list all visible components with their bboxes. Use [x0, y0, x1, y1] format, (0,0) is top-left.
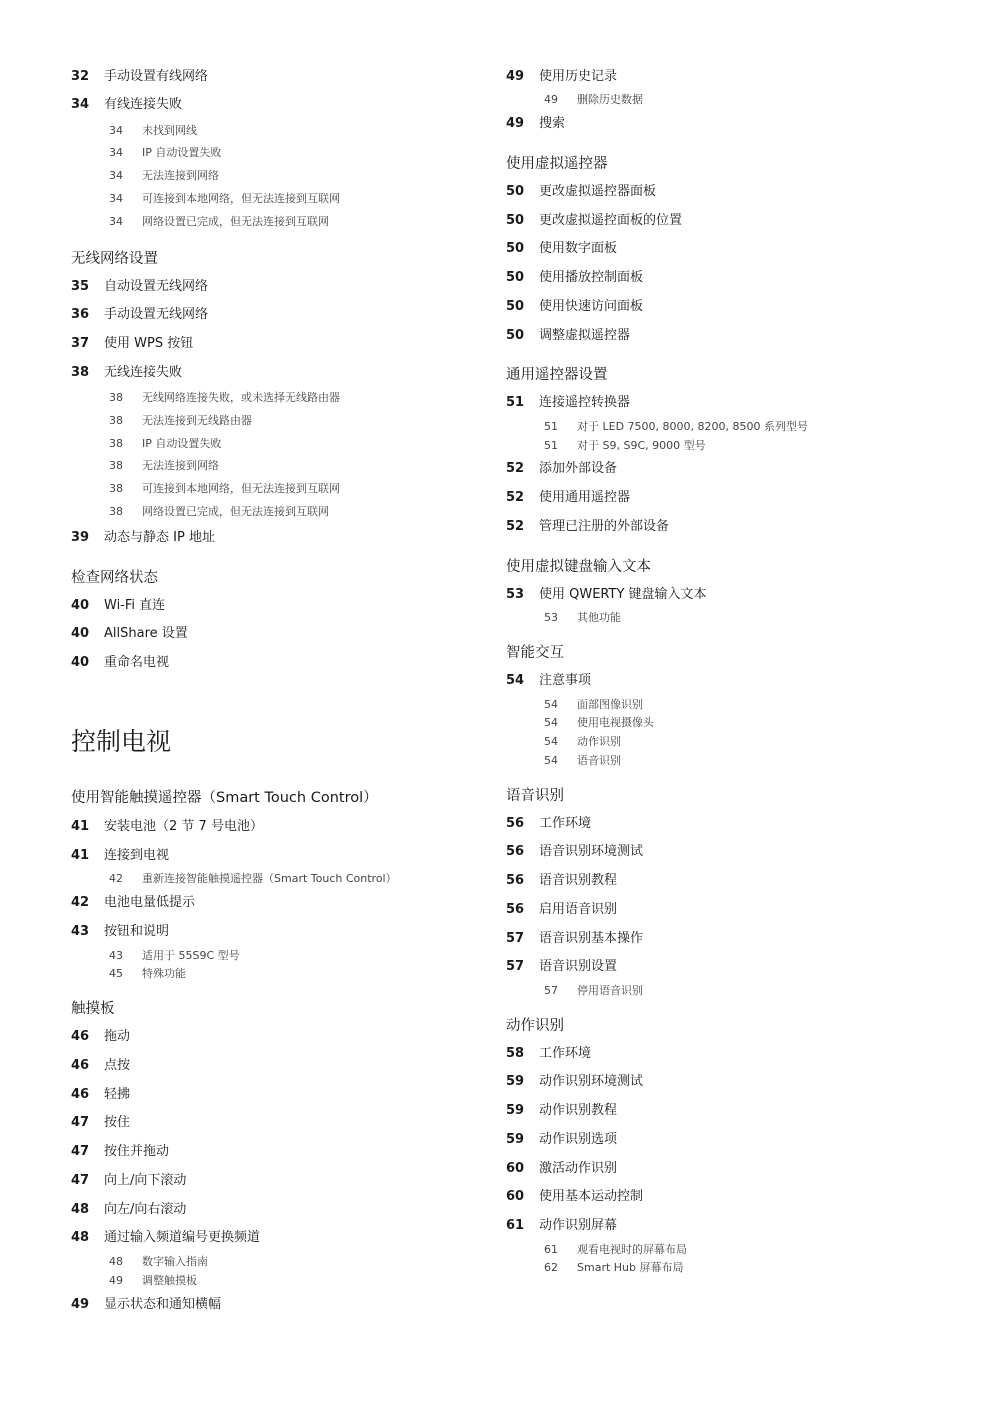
- page-number: 51: [544, 420, 558, 433]
- entry-title: 激活动作识别: [539, 1161, 618, 1176]
- toc-subentry[interactable]: [109, 390, 340, 406]
- entry-title: 更改虚拟遥控器面板: [539, 184, 657, 199]
- page-number: 60: [506, 1189, 525, 1204]
- page-number: 49: [544, 93, 558, 106]
- toc-subentry[interactable]: [544, 753, 621, 769]
- entry-title: 观看电视时的屏幕布局: [577, 1243, 687, 1256]
- toc-subentry[interactable]: [109, 168, 219, 184]
- toc-entry[interactable]: [71, 654, 169, 672]
- entry-title: 按住并拖动: [104, 1144, 170, 1159]
- entry-title: 使用快速访问面板: [539, 299, 644, 314]
- page-number: 38: [109, 414, 123, 427]
- entry-title: 无法连接到网络: [142, 459, 219, 472]
- entry-title: Wi-Fi 直连: [104, 598, 166, 613]
- toc-entry[interactable]: [71, 597, 165, 615]
- entry-title: 搜索: [539, 116, 566, 131]
- entry-title: IP 自动设置失败: [142, 437, 222, 450]
- toc-column-right: [506, 0, 946, 1404]
- entry-title: 拖动: [104, 1029, 131, 1044]
- toc-subentry[interactable]: [109, 458, 219, 474]
- entry-title: 显示状态和通知横幅: [104, 1297, 222, 1312]
- page-number: 32: [71, 69, 90, 84]
- page-number: 50: [506, 328, 525, 343]
- toc-subentry[interactable]: [109, 871, 397, 887]
- toc-subentry[interactable]: [544, 715, 654, 731]
- section-heading[interactable]: [71, 999, 115, 1019]
- page-number: 38: [109, 459, 123, 472]
- toc-subentry[interactable]: [109, 123, 197, 139]
- toc-entry[interactable]: [506, 489, 630, 507]
- toc-entry[interactable]: [506, 901, 617, 919]
- entry-title: 调整虚拟遥控器: [539, 328, 631, 343]
- heading-text: 使用虚拟键盘输入文本: [506, 559, 651, 575]
- entry-title: 电池电量低提示: [104, 895, 196, 910]
- entry-title: 使用历史记录: [539, 69, 618, 84]
- page-number: 41: [71, 819, 90, 834]
- toc-entry[interactable]: [506, 1045, 591, 1063]
- entry-title: 其他功能: [577, 611, 621, 624]
- toc-column-left: [71, 0, 511, 1404]
- entry-title: 自动设置无线网络: [104, 279, 209, 294]
- entry-title: 动作识别: [577, 735, 621, 748]
- entry-title: 注意事项: [539, 673, 592, 688]
- page-number: 59: [506, 1103, 525, 1118]
- toc-subentry[interactable]: [544, 983, 643, 999]
- page-number: 52: [506, 461, 525, 476]
- page-number: 48: [71, 1230, 90, 1245]
- entry-title: 轻拂: [104, 1087, 131, 1102]
- toc-entry[interactable]: [506, 1073, 643, 1091]
- entry-title: 手动设置无线网络: [104, 307, 209, 322]
- toc-subentry[interactable]: [544, 92, 643, 108]
- entry-title: 无线网络连接失败，或未选择无线路由器: [142, 391, 340, 404]
- entry-title: 对于 LED 7500, 8000, 8200, 8500 系列型号: [577, 420, 808, 433]
- page-number: 51: [506, 395, 525, 410]
- page-number: 38: [109, 437, 123, 450]
- toc-entry[interactable]: [71, 818, 263, 836]
- toc-entry[interactable]: [506, 518, 669, 536]
- toc-entry[interactable]: [506, 1131, 617, 1149]
- entry-title: 工作环境: [539, 1046, 592, 1061]
- page-number: 43: [71, 924, 90, 939]
- page-number: 57: [506, 931, 525, 946]
- heading-text: 控制电视: [71, 727, 172, 756]
- entry-title: 点按: [104, 1058, 131, 1073]
- page-number: 40: [71, 598, 90, 613]
- heading-text: 动作识别: [506, 1018, 564, 1034]
- page-number: 56: [506, 873, 525, 888]
- page-number: 56: [506, 844, 525, 859]
- entry-title: 安装电池（2 节 7 号电池）: [104, 819, 263, 834]
- entry-title: 管理已注册的外部设备: [539, 519, 670, 534]
- entry-title: 重新连接智能触摸遥控器（Smart Touch Control）: [142, 872, 397, 885]
- entry-title: 网络设置已完成，但无法连接到互联网: [142, 215, 329, 228]
- toc-entry[interactable]: [71, 1028, 130, 1046]
- page-number: 59: [506, 1074, 525, 1089]
- page-number: 57: [506, 959, 525, 974]
- page-number: 52: [506, 519, 525, 534]
- entry-title: 使用 WPS 按钮: [104, 336, 194, 351]
- page-number: 35: [71, 279, 90, 294]
- entry-title: 有线连接失败: [104, 97, 183, 112]
- section-heading[interactable]: [506, 1016, 564, 1036]
- page-number: 37: [71, 336, 90, 351]
- page-number: 45: [109, 967, 123, 980]
- toc-subentry[interactable]: [109, 214, 329, 230]
- toc-subentry[interactable]: [544, 419, 808, 435]
- toc-entry[interactable]: [506, 930, 643, 948]
- toc-entry[interactable]: [506, 586, 707, 604]
- page-number: 39: [71, 530, 90, 545]
- page-number: 38: [109, 391, 123, 404]
- toc-entry[interactable]: [506, 394, 630, 412]
- heading-text: 触摸板: [71, 1001, 115, 1017]
- toc-entry[interactable]: [506, 68, 617, 86]
- entry-title: 语音识别设置: [539, 959, 618, 974]
- toc-subentry[interactable]: [544, 438, 706, 454]
- page-number: 40: [71, 655, 90, 670]
- toc-subentry[interactable]: [109, 948, 240, 964]
- toc-entry[interactable]: [506, 460, 617, 478]
- entry-title: 手动设置有线网络: [104, 69, 209, 84]
- page-number: 50: [506, 270, 525, 285]
- section-heading[interactable]: [506, 154, 608, 174]
- page-number: 38: [71, 365, 90, 380]
- entry-title: IP 自动设置失败: [142, 146, 222, 159]
- toc-entry[interactable]: [71, 1057, 130, 1075]
- heading-text: 语音识别: [506, 788, 564, 804]
- toc-entry[interactable]: [506, 1217, 617, 1235]
- heading-text: 通用遥控器设置: [506, 367, 608, 383]
- entry-title: 重命名电视: [104, 655, 170, 670]
- entry-title: 网络设置已完成，但无法连接到互联网: [142, 505, 329, 518]
- toc-entry[interactable]: [506, 815, 591, 833]
- page-number: 50: [506, 299, 525, 314]
- entry-title: 按住: [104, 1115, 131, 1130]
- entry-title: 连接到电视: [104, 848, 170, 863]
- entry-title: 无法连接到无线路由器: [142, 414, 252, 427]
- entry-title: 语音识别环境测试: [539, 844, 644, 859]
- page-number: 50: [506, 213, 525, 228]
- entry-title: 可连接到本地网络，但无法连接到互联网: [142, 192, 340, 205]
- toc-entry[interactable]: [506, 212, 682, 230]
- page-number: 54: [544, 754, 558, 767]
- heading-text: 检查网络状态: [71, 570, 158, 586]
- toc-subentry[interactable]: [544, 610, 621, 626]
- page-number: 36: [71, 307, 90, 322]
- entry-title: 工作环境: [539, 816, 592, 831]
- toc-entry[interactable]: [506, 269, 643, 287]
- entry-title: 删除历史数据: [577, 93, 643, 106]
- entry-title: 使用播放控制面板: [539, 270, 644, 285]
- entry-title: 对于 S9, S9C, 9000 型号: [577, 439, 706, 452]
- page-number: 40: [71, 626, 90, 641]
- page-number: 58: [506, 1046, 525, 1061]
- page-number: 43: [109, 949, 123, 962]
- toc-entry[interactable]: [506, 183, 656, 201]
- toc-subentry[interactable]: [109, 1254, 208, 1270]
- toc-subentry[interactable]: [109, 1273, 197, 1289]
- toc-entry[interactable]: [71, 1114, 130, 1132]
- page-number: 61: [544, 1243, 558, 1256]
- toc-entry[interactable]: [71, 625, 188, 643]
- toc-subentry[interactable]: [544, 1260, 684, 1276]
- page-number: 47: [71, 1144, 90, 1159]
- toc-entry[interactable]: [71, 1201, 186, 1219]
- page-number: 62: [544, 1261, 558, 1274]
- toc-entry[interactable]: [506, 843, 643, 861]
- page-number: 42: [71, 895, 90, 910]
- page-number: 50: [506, 184, 525, 199]
- entry-title: 动作识别环境测试: [539, 1074, 644, 1089]
- toc-entry[interactable]: [506, 298, 643, 316]
- page-number: 46: [71, 1058, 90, 1073]
- toc-entry[interactable]: [71, 1086, 130, 1104]
- entry-title: 语音识别教程: [539, 873, 618, 888]
- toc-subentry[interactable]: [109, 504, 329, 520]
- entry-title: 动作识别教程: [539, 1103, 618, 1118]
- page-number: 54: [544, 698, 558, 711]
- toc-entry[interactable]: [71, 335, 193, 353]
- section-heading[interactable]: [506, 643, 564, 663]
- entry-title: 向上/向下滚动: [104, 1173, 187, 1188]
- page-number: 34: [109, 169, 123, 182]
- entry-title: 语音识别基本操作: [539, 931, 644, 946]
- entry-title: 调整触摸板: [142, 1274, 197, 1287]
- page-number: 49: [506, 69, 525, 84]
- page-number: 49: [109, 1274, 123, 1287]
- toc-subentry[interactable]: [544, 697, 643, 713]
- page-number: 38: [109, 482, 123, 495]
- page-number: 53: [544, 611, 558, 624]
- entry-title: 未找到网线: [142, 124, 197, 137]
- section-heading[interactable]: [71, 568, 158, 588]
- entry-title: 适用于 55S9C 型号: [142, 949, 240, 962]
- page-number: 46: [71, 1087, 90, 1102]
- page-number: 49: [71, 1297, 90, 1312]
- entry-title: 向左/向右滚动: [104, 1202, 187, 1217]
- page-number: 49: [506, 116, 525, 131]
- section-heading[interactable]: [71, 788, 378, 808]
- entry-title: 使用数字面板: [539, 241, 618, 256]
- page-number: 52: [506, 490, 525, 505]
- toc-entry[interactable]: [71, 894, 195, 912]
- entry-title: 连接遥控转换器: [539, 395, 631, 410]
- entry-title: 动态与静态 IP 地址: [104, 530, 215, 545]
- entry-title: 使用基本运动控制: [539, 1189, 644, 1204]
- section-heading[interactable]: [71, 249, 158, 269]
- entry-title: 停用语音识别: [577, 984, 643, 997]
- toc-entry[interactable]: [71, 364, 182, 382]
- entry-title: 数字输入指南: [142, 1255, 208, 1268]
- toc-entry[interactable]: [71, 1229, 260, 1247]
- page-number: 48: [71, 1202, 90, 1217]
- page-number: 34: [109, 192, 123, 205]
- entry-title: 无法连接到网络: [142, 169, 219, 182]
- toc-subentry[interactable]: [109, 145, 221, 161]
- page-number: 46: [71, 1029, 90, 1044]
- page-number: 59: [506, 1132, 525, 1147]
- page-number: 48: [109, 1255, 123, 1268]
- page-number: 51: [544, 439, 558, 452]
- entry-title: 使用 QWERTY 键盘输入文本: [539, 587, 707, 602]
- toc-entry[interactable]: [71, 847, 169, 865]
- heading-text: 使用虚拟遥控器: [506, 156, 608, 172]
- page-number: 47: [71, 1173, 90, 1188]
- page-number: 61: [506, 1218, 525, 1233]
- toc-subentry[interactable]: [109, 191, 340, 207]
- toc-subentry[interactable]: [544, 1242, 687, 1258]
- section-heading[interactable]: [506, 557, 651, 577]
- toc-entry[interactable]: [71, 278, 208, 296]
- page-number: 34: [109, 215, 123, 228]
- entry-title: 启用语音识别: [539, 902, 618, 917]
- page-number: 41: [71, 848, 90, 863]
- toc-entry[interactable]: [71, 96, 182, 114]
- entry-title: 动作识别选项: [539, 1132, 618, 1147]
- page-number: 56: [506, 902, 525, 917]
- toc-subentry[interactable]: [109, 436, 221, 452]
- toc-entry[interactable]: [71, 1296, 221, 1314]
- page-number: 42: [109, 872, 123, 885]
- entry-title: 特殊功能: [142, 967, 186, 980]
- toc-entry[interactable]: [506, 872, 617, 890]
- entry-title: 通过输入频道编号更换频道: [104, 1230, 261, 1245]
- toc-entry[interactable]: [71, 68, 208, 86]
- page-number: 34: [71, 97, 90, 112]
- toc-entry[interactable]: [506, 958, 617, 976]
- page-number: 57: [544, 984, 558, 997]
- toc-entry[interactable]: [71, 529, 215, 547]
- toc-entry[interactable]: [506, 1160, 617, 1178]
- chapter-heading[interactable]: [71, 726, 171, 758]
- toc-entry[interactable]: [506, 327, 630, 345]
- entry-title: 按钮和说明: [104, 924, 170, 939]
- page-number: 54: [506, 673, 525, 688]
- page-number: 50: [506, 241, 525, 256]
- page-number: 60: [506, 1161, 525, 1176]
- entry-title: 更改虚拟遥控面板的位置: [539, 213, 683, 228]
- page-number: 54: [544, 716, 558, 729]
- entry-title: 动作识别屏幕: [539, 1218, 618, 1233]
- page-number: 34: [109, 124, 123, 137]
- heading-text: 使用智能触摸遥控器（Smart Touch Control）: [71, 790, 378, 806]
- entry-title: 无线连接失败: [104, 365, 183, 380]
- section-heading[interactable]: [506, 786, 564, 806]
- toc-entry[interactable]: [71, 923, 169, 941]
- toc-entry[interactable]: [506, 115, 565, 133]
- heading-text: 智能交互: [506, 645, 564, 661]
- heading-text: 无线网络设置: [71, 251, 158, 267]
- entry-title: 使用电视摄像头: [577, 716, 654, 729]
- toc-entry[interactable]: [506, 240, 617, 258]
- toc-entry[interactable]: [506, 672, 591, 690]
- toc-subentry[interactable]: [544, 734, 621, 750]
- page-number: 38: [109, 505, 123, 518]
- entry-title: 可连接到本地网络，但无法连接到互联网: [142, 482, 340, 495]
- toc-entry[interactable]: [71, 1143, 169, 1161]
- toc-subentry[interactable]: [109, 413, 252, 429]
- toc-subentry[interactable]: [109, 966, 186, 982]
- page-number: 53: [506, 587, 525, 602]
- toc-entry[interactable]: [71, 1172, 186, 1190]
- entry-title: AllShare 设置: [104, 626, 188, 641]
- entry-title: 面部图像识别: [577, 698, 643, 711]
- entry-title: 语音识别: [577, 754, 621, 767]
- page-number: 47: [71, 1115, 90, 1130]
- entry-title: Smart Hub 屏幕布局: [577, 1261, 684, 1274]
- section-heading[interactable]: [506, 365, 608, 385]
- toc-entry[interactable]: [506, 1102, 617, 1120]
- entry-title: 使用通用遥控器: [539, 490, 631, 505]
- toc-subentry[interactable]: [109, 481, 340, 497]
- toc-entry[interactable]: [71, 306, 208, 324]
- page-number: 34: [109, 146, 123, 159]
- page-number: 54: [544, 735, 558, 748]
- page-number: 56: [506, 816, 525, 831]
- entry-title: 添加外部设备: [539, 461, 618, 476]
- toc-entry[interactable]: [506, 1188, 643, 1206]
